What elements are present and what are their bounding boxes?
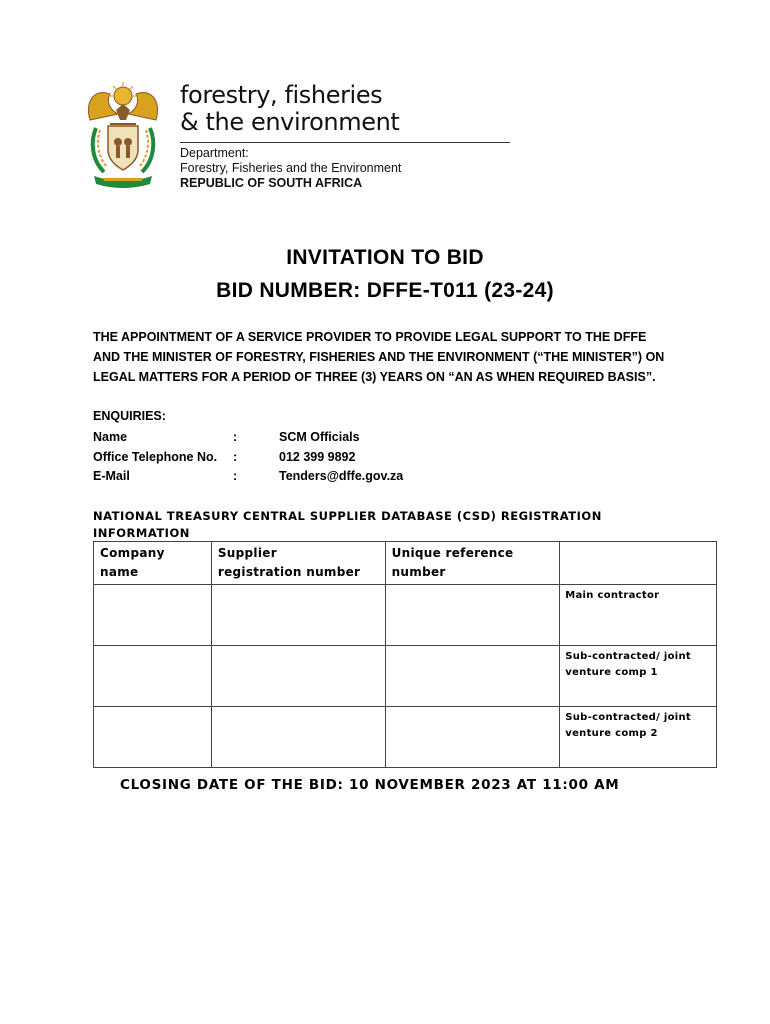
table-row xyxy=(94,585,717,646)
republic-label: REPUBLIC OF SOUTH AFRICA xyxy=(180,176,363,190)
supplier-registration-cell[interactable] xyxy=(211,707,385,768)
role-text: Main contractor xyxy=(565,590,660,601)
csd-heading-line: INFORMATION xyxy=(93,526,190,540)
document-title: INVITATION TO BID xyxy=(286,246,484,269)
bid-number: BID NUMBER: DFFE-T011 (23-24) xyxy=(216,279,554,302)
role-text: Sub-contracted/ joint xyxy=(565,651,691,662)
header-text: Company xyxy=(100,546,165,560)
company-name-cell[interactable] xyxy=(94,585,212,646)
header-text: Unique reference xyxy=(391,546,514,560)
table-row xyxy=(94,707,717,768)
closing-date: CLOSING DATE OF THE BID: 10 NOVEMBER 2023 AT 11:00 AM xyxy=(120,777,620,793)
csd-registration-table xyxy=(93,541,717,768)
unique-reference-cell[interactable] xyxy=(385,707,560,768)
enquiry-label: E-Mail xyxy=(93,469,130,483)
unique-reference-cell[interactable] xyxy=(385,646,560,707)
department-name-line1: forestry, fisheries xyxy=(180,81,383,109)
column-header-unique-reference xyxy=(385,542,560,585)
column-header-supplier-registration xyxy=(211,542,385,585)
company-name-cell[interactable] xyxy=(94,646,212,707)
enquiries-heading: ENQUIRIES: xyxy=(93,409,166,423)
enquiry-label: Office Telephone No. xyxy=(93,450,218,464)
role-text: Sub-contracted/ joint xyxy=(565,712,691,723)
table-row xyxy=(94,646,717,707)
header-text: number xyxy=(391,565,446,579)
csd-heading-line: NATIONAL TREASURY CENTRAL SUPPLIER DATABASE (CSD) REGISTRATION xyxy=(93,509,602,523)
enquiry-email-link[interactable]: Tenders@dffe.gov.za xyxy=(279,469,404,483)
header-text: name xyxy=(100,565,139,579)
header-text: Supplier xyxy=(217,546,277,560)
enquiry-label: Name xyxy=(93,430,128,444)
enquiry-row-name xyxy=(93,430,493,448)
role-cell xyxy=(560,646,717,707)
supplier-registration-cell[interactable] xyxy=(211,646,385,707)
department-label: Department: xyxy=(180,146,249,160)
department-name xyxy=(180,82,399,136)
company-name-cell[interactable] xyxy=(94,707,212,768)
enquiry-colon: : xyxy=(233,450,238,464)
csd-heading xyxy=(93,508,673,542)
enquiry-value: 012 399 9892 xyxy=(279,450,356,464)
enquiry-value: SCM Officials xyxy=(279,430,360,444)
role-text: venture comp 2 xyxy=(565,728,658,739)
header-text: registration number xyxy=(217,565,361,579)
enquiry-colon: : xyxy=(233,469,238,483)
enquiry-row-email xyxy=(93,469,493,487)
column-header-role xyxy=(560,542,717,585)
enquiry-row-telephone xyxy=(93,450,493,468)
supplier-registration-cell[interactable] xyxy=(211,585,385,646)
description-line: LEGAL MATTERS FOR A PERIOD OF THREE (3) YEARS ON “AN AS WHEN REQUIRED BASIS”. xyxy=(93,370,656,384)
letterhead-divider xyxy=(180,142,510,143)
bid-description xyxy=(93,327,683,387)
role-cell xyxy=(560,585,717,646)
role-cell xyxy=(560,707,717,768)
unique-reference-cell[interactable] xyxy=(385,585,560,646)
coat-of-arms-icon xyxy=(80,80,166,190)
table-header-row xyxy=(94,542,717,585)
enquiry-colon: : xyxy=(233,430,238,444)
department-full-name: Forestry, Fisheries and the Environment xyxy=(180,161,402,175)
description-line: THE APPOINTMENT OF A SERVICE PROVIDER TO PROVIDE LEGAL SUPPORT TO THE DFFE xyxy=(93,330,647,344)
department-name-line2: & the environment xyxy=(180,108,400,136)
letterhead xyxy=(80,80,440,190)
role-text: venture comp 1 xyxy=(565,667,658,678)
column-header-company-name xyxy=(94,542,212,585)
description-line: AND THE MINISTER OF FORESTRY, FISHERIES AND THE ENVIRONMENT (“THE MINISTER”) ON xyxy=(93,350,665,364)
